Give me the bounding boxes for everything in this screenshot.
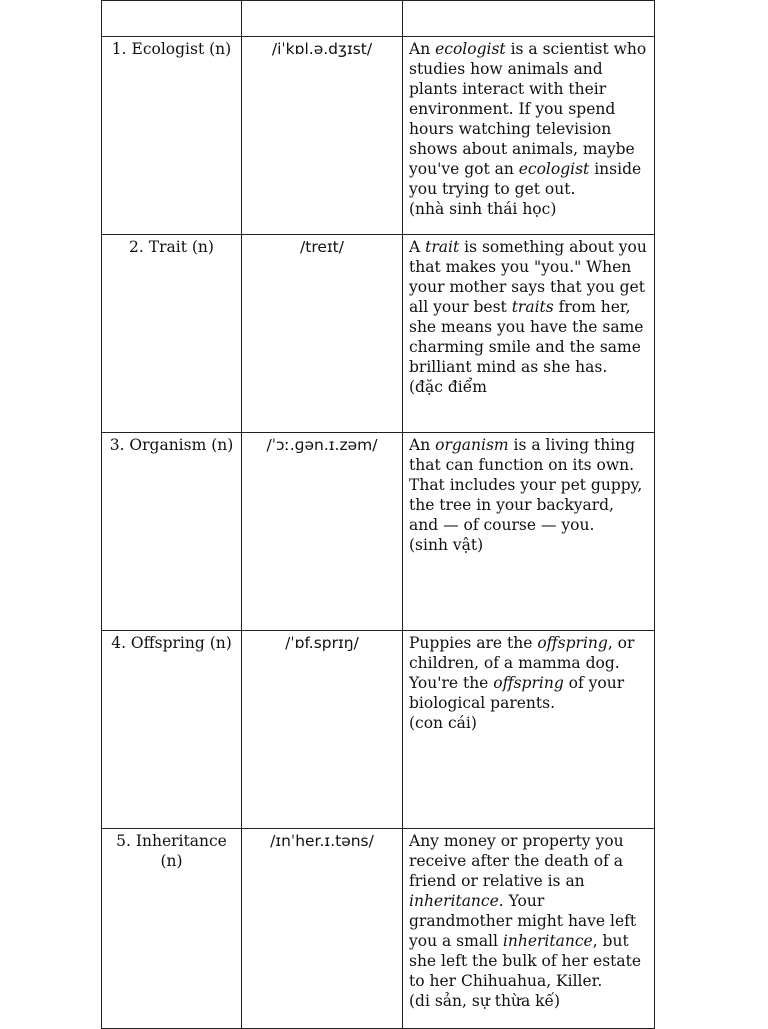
definition-text: [409, 39, 648, 199]
definition-term: inheritance: [409, 892, 499, 910]
table-row: [102, 235, 655, 433]
definition-cell: [403, 235, 655, 433]
ipa-cell: /ˈɔː.ɡən.ɪ.zəm/: [242, 433, 403, 631]
definition-fragment: of your biological parents.: [409, 674, 625, 712]
definition-cell: [403, 37, 655, 235]
vocabulary-table: [101, 0, 655, 1029]
word-cell: 1. Ecologist (n): [102, 37, 242, 235]
definition-term: organism: [435, 436, 509, 454]
definition-fragment: is a scientist who studies how animals and plants interact with their environment. If you spend hours watching television shows about animals, maybe you've got an: [409, 40, 647, 178]
definition-fragment: . Your grandmother might have left you a small: [409, 892, 637, 950]
definition-fragment: is something about you that makes you "you." When your mother says that you get all your best: [409, 238, 647, 316]
definition-fragment: , but she left the bulk of her estate to her Chihuahua, Killer.: [409, 932, 642, 990]
definition-cell: [403, 631, 655, 829]
vietnamese-translation: (sinh vật): [409, 536, 484, 554]
definition-fragment: A: [409, 238, 426, 256]
definition-fragment: An: [409, 40, 436, 58]
ipa-cell: /ɪnˈher.ɪ.təns/: [242, 829, 403, 1029]
word-cell: 4. Offspring (n): [102, 631, 242, 829]
definition-cell: [403, 433, 655, 631]
table-row: [102, 829, 655, 1029]
word-cell: 5. Inheritance (n): [102, 829, 242, 1029]
definition-fragment: Any money or property you receive after the death of a friend or relative is an: [409, 832, 624, 890]
definition-term: offspring: [537, 634, 608, 652]
definition-text: [409, 435, 648, 535]
definition-fragment: inside you trying to get out.: [409, 160, 642, 198]
header-cell-definition: [403, 1, 655, 37]
definition-text: [409, 237, 648, 377]
definition-text: [409, 633, 648, 713]
ipa-cell: /ˈɒf.sprɪŋ/: [242, 631, 403, 829]
definition-term: inheritance: [502, 932, 593, 950]
ipa-cell: /iˈkɒl.ə.dʒɪst/: [242, 37, 403, 235]
definition-fragment: from her, she means you have the same charming smile and the same brilliant mind as she has.: [409, 298, 644, 376]
ipa-cell: /treɪt/: [242, 235, 403, 433]
vietnamese-translation: (đặc điểm: [409, 378, 487, 396]
definition-term: trait: [425, 238, 460, 256]
vietnamese-translation: (nhà sinh thái học): [409, 200, 557, 218]
definition-fragment: An: [409, 436, 436, 454]
table-header-row: [102, 1, 655, 37]
header-cell-ipa: [242, 1, 403, 37]
word-cell: 2. Trait (n): [102, 235, 242, 433]
definition-fragment: Puppies are the: [409, 634, 538, 652]
definition-term: ecologist: [518, 160, 590, 178]
header-cell-word: [102, 1, 242, 37]
definition-term: offspring: [493, 674, 564, 692]
table-row: [102, 37, 655, 235]
definition-fragment: is a living thing that can function on its own. That includes your pet guppy, the tree in your backyard, and — of course — you.: [409, 436, 643, 534]
table-row: [102, 631, 655, 829]
vietnamese-translation: (con cái): [409, 714, 477, 732]
definition-text: [409, 831, 648, 991]
definition-cell: [403, 829, 655, 1029]
definition-term: ecologist: [435, 40, 506, 58]
word-cell: 3. Organism (n): [102, 433, 242, 631]
definition-term: traits: [511, 298, 554, 316]
definition-fragment: , or children, of a mamma dog. You're the: [409, 634, 635, 692]
table-row: [102, 433, 655, 631]
vietnamese-translation: (di sản, sự thừa kế): [409, 992, 561, 1010]
